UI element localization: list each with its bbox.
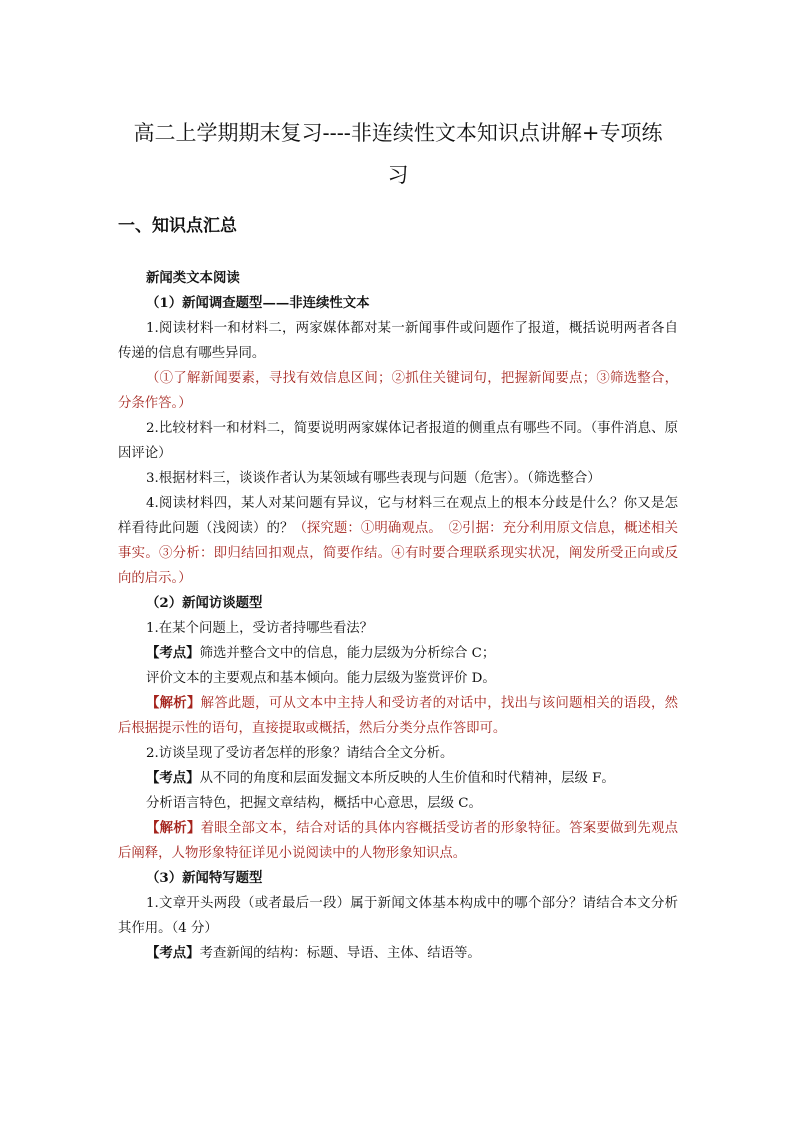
kaodian-text: 从不同的角度和层面发掘文本所反映的人生价值和时代精神，层级 F。	[199, 771, 615, 786]
part1-heading: （1）新闻调查题型——非连续性文本	[146, 295, 370, 311]
document-title	[118, 112, 678, 196]
part2-question-2-kaodian	[118, 766, 678, 791]
section-heading: 一、知识点汇总	[118, 216, 237, 236]
document-title-line2: 习	[387, 163, 409, 187]
kaodian-tag: 【考点】	[146, 770, 200, 786]
part1-question-4-text: 4.阅读材料四，某人对某问题有异议，它与材料三在观点上的根本分歧是什么？你又是怎样看待此问题（浅阅读）的？	[118, 496, 678, 536]
part2-heading: （2）新闻访谈题型	[146, 595, 263, 611]
kaodian-text: 考查新闻的结构：标题、导语、主体、结语等。	[199, 946, 481, 961]
part2-question-2-jiexi	[118, 816, 678, 866]
kaodian-tag: 【考点】	[146, 945, 200, 961]
part2-question-2-kaodian-2: 分析语言特色，把握文章结构，概括中心意思，层级 C。	[146, 796, 482, 811]
part2-question-1-kaodian-2: 评价文本的主要观点和基本倾向。能力层级为鉴赏评价 D。	[146, 671, 496, 686]
subsection-heading: 新闻类文本阅读	[146, 270, 240, 286]
part2-question-1-jiexi	[118, 691, 678, 741]
part1-question-4	[118, 491, 678, 591]
document-title-line1: 高二上学期期末复习----非连续性文本知识点讲解+专项练	[133, 121, 663, 145]
part1-question-3: 3.根据材料三，谈谈作者认为某领域有哪些表现与问题（危害）。（筛选整合）	[146, 471, 601, 486]
part3-question-1: 1.文章开头两段（或者最后一段）属于新闻文体基本构成中的哪个部分？请结合本文分析其作用。（4 分）	[118, 896, 678, 936]
part2-question-1: 1.在某个问题上，受访者持哪些看法？	[146, 621, 374, 636]
part1-question-2: 2.比较材料一和材料二，简要说明两家媒体记者报道的侧重点有哪些不同。（事件消息、原因评论）	[118, 421, 678, 461]
part1-question-4-tip: （探究题：①明确观点。 ②引据：充分利用原文信息，概述相关事实。③分析：即归结回扣观点，简要作结。④有时要合理联系现实状况，阐发所受正向或反向的启示。）	[118, 521, 678, 586]
part3-question-1-kaodian	[118, 941, 678, 966]
part2-question-2: 2.访谈呈现了受访者怎样的形象？请结合全文分析。	[146, 746, 454, 761]
part2-question-1-kaodian	[118, 641, 678, 666]
part1-question-1-tip: （①了解新闻要素，寻找有效信息区间；②抓住关键词句，把握新闻要点；③筛选整合，分条作答。）	[118, 371, 678, 411]
part1-question-1: 1.阅读材料一和材料二，两家媒体都对某一新闻事件或问题作了报道，概括说明两者各自传递的信息有哪些异同。	[118, 321, 678, 361]
kaodian-tag: 【考点】	[146, 645, 200, 661]
kaodian-text: 筛选并整合文中的信息，能力层级为分析综合 C；	[199, 646, 496, 661]
jiexi-text: 解答此题，可从文本中主持人和受访者的对话中，找出与该问题相关的语段，然后根据提示性的语句，直接提取或概括，然后分类分点作答即可。	[118, 696, 679, 736]
document-body	[118, 266, 678, 966]
jiexi-tag: 【解析】	[146, 695, 201, 711]
jiexi-text: 着眼全部文本，结合对话的具体内容概括受访者的形象特征。答案要做到先观点后阐释，人物形象特征详见小说阅读中的人物形象知识点。	[118, 821, 679, 861]
part3-heading: （3）新闻特写题型	[146, 870, 263, 886]
jiexi-tag: 【解析】	[146, 820, 201, 836]
